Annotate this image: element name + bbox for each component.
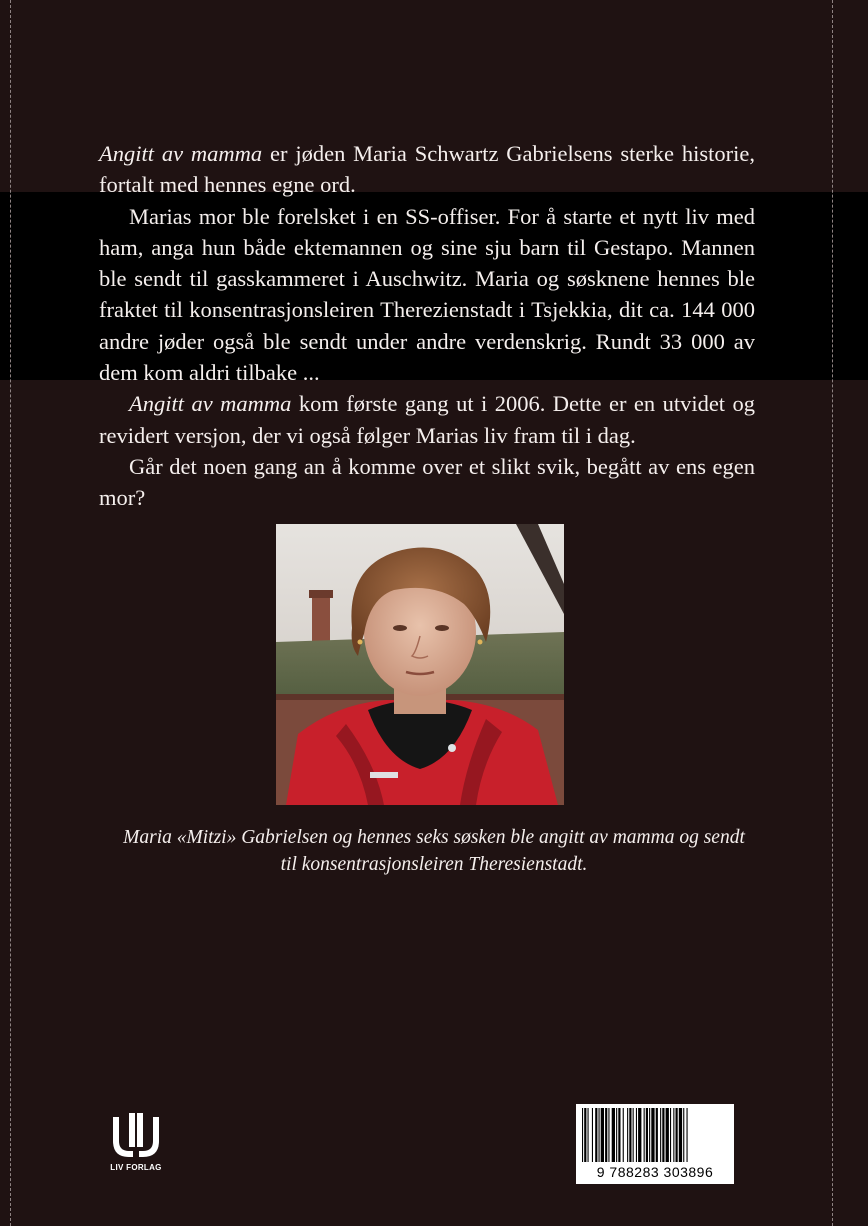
isbn-barcode [576, 1104, 734, 1184]
trim-line-right [832, 0, 833, 1226]
author-photo [276, 524, 564, 805]
blurb-paragraph-2: Marias mor ble forelsket i en SS-offiser. For å starte et nytt liv med ham, anga hun både ektemannen og sine sju barn til Gestapo. Mannen ble sendt til gasskammeret i Auschwitz. Maria og søsknene hennes ble fraktet til konsentrasjonsleiren Therezienstadt i Tsjekkia, dit ca. 144 000 andre jøder også ble sendt under andre verdenskrig. Rundt 33 000 av dem kom aldri tilbake ... [99, 203, 755, 386]
caption-line-1: Maria «Mitzi» Gabrielsen og hennes seks søsken ble angitt av mamma og sendt [123, 827, 745, 848]
book-title-italic: Angitt av mamma [99, 141, 263, 166]
liv-forlag-logo-icon [103, 1111, 169, 1163]
publisher-name: LIV FORLAG [110, 1163, 162, 1172]
trim-line-left [10, 0, 11, 1226]
blurb-paragraph-4: Går det noen gang an å komme over et slikt svik, begått av ens egen mor? [99, 453, 755, 511]
isbn-digits: 9 788283 303896 [596, 1164, 714, 1180]
publisher-logo [103, 1111, 169, 1179]
book-title-italic: Angitt av mamma [129, 391, 292, 417]
caption-line-2: til konsentrasjonsleiren Theresienstadt. [280, 854, 588, 875]
blurb-paragraph-3: Angitt av mamma kom første gang ut i 2006. Dette er en utvidet og revidert versjon, der vi også følger Marias liv fram til i dag. [99, 391, 756, 448]
photo-caption [60, 824, 808, 878]
barcode-bars-icon [576, 1104, 734, 1166]
blurb-paragraph-1: Angitt av mamma er jøden Maria Schwartz Gabrielsens sterke historie, fortalt med hennes egne ord. [99, 141, 756, 198]
blurb-text [99, 138, 755, 514]
